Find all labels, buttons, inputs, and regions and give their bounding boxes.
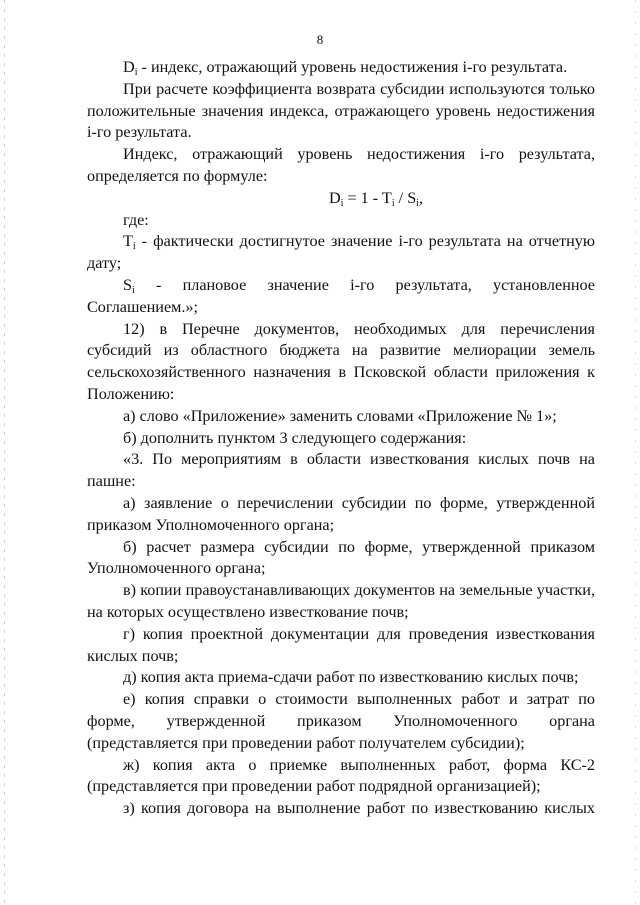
list-item-zh-ks2-act: ж) копия акта о приемке выполненных работ, форма КС-2 (представляется при проведении работ подрядной организацией);: [87, 755, 595, 796]
paragraph-point-3: «3. По мероприятиям в области известкования кислых почв на пашне:: [87, 450, 595, 491]
paragraph-si-definition: $S_i$ - плановое значение i-го результата, установленное Соглашением.»;: [87, 275, 595, 316]
paragraph-index-intro: Индекс, отражающий уровень недостижения i-го результата, определяется по формуле:: [87, 145, 595, 185]
paragraph-di-definition: $D_i$ - индекс, отражающий уровень недостижения i-го результата.: [123, 58, 568, 78]
document-body: [87, 57, 595, 820]
list-item-e-cost-certificate: е) копия справки о стоимости выполненных работ и затрат по форме, утвержденной приказом Уполномоченного органа (представляется при проведении работ получателем субсидии);: [87, 690, 595, 752]
list-item-b-calculation: б) расчет размера субсидии по форме, утвержденной приказом Уполномоченного органа;: [87, 537, 595, 578]
scan-edge-left: [4, 0, 5, 905]
formula: $D_i = 1 - T_i / S_i$,: [328, 188, 424, 209]
page-number: 8: [316, 32, 324, 47]
paragraph-item-12: 12) в Перечне документов, необходимых для перечисления субсидий из областного бюджета на развитие мелиорации земель сельскохозяйственного назначения в Псковской области приложения к Положению:: [87, 319, 595, 403]
paragraph-coefficient-note: При расчете коэффициента возврата субсидии используются только положительные значения индекса, отражающего уровень недостижения i-го результата.: [87, 79, 595, 142]
list-item-z-contract: з) копия договора на выполнение работ по известкованию кислых: [123, 799, 595, 818]
list-item-d-acceptance-act: д) копия акта приема-сдачи работ по известкованию кислых почв;: [123, 668, 579, 687]
list-item-a-application: а) заявление о перечислении субсидии по форме, утвержденной приказом Уполномоченного органа;: [87, 493, 595, 534]
paragraph-ti-definition: $T_i$ - фактически достигнутое значение i-го результата на отчетную дату;: [87, 232, 595, 273]
list-item-g-project-docs: г) копия проектной документации для проведения известкования кислых почв;: [87, 624, 595, 665]
scan-edge-right: [635, 0, 636, 905]
paragraph-item-b: б) дополнить пунктом 3 следующего содержания:: [123, 428, 467, 447]
list-item-v-title-documents: в) копии правоустанавливающих документов на земельные участки, на которых осуществлено известкование почв;: [87, 581, 595, 621]
paragraph-where: где:: [123, 210, 149, 229]
paragraph-item-a: а) слово «Приложение» заменить словами «Приложение № 1»;: [123, 406, 557, 425]
